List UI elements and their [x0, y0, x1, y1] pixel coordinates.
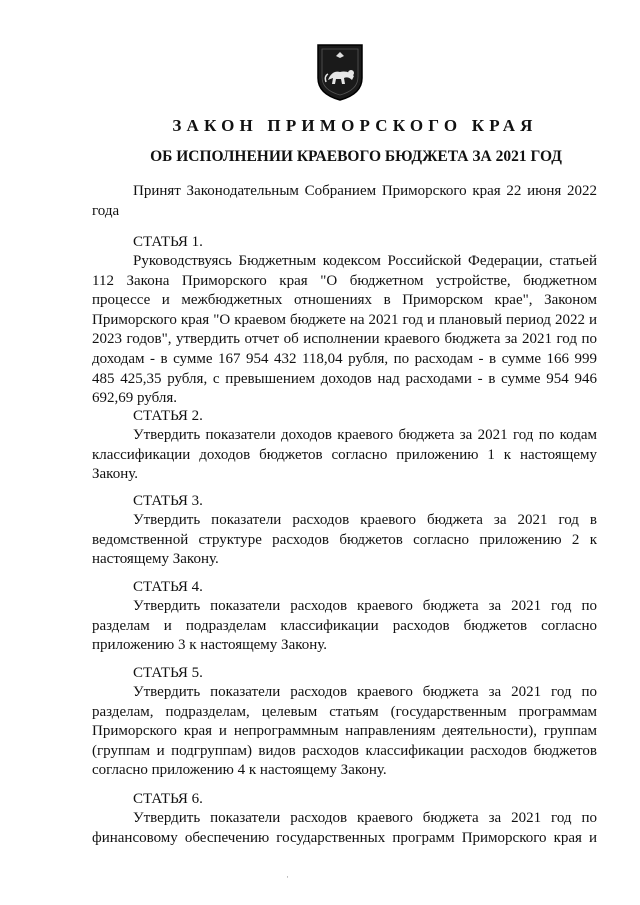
- article-6-text: Утвердить показатели расходов краевого бюджета за 2021 год по финансовому обеспечению государственных программ Приморского края и: [92, 810, 597, 846]
- article-1-heading: СТАТЬЯ 1.: [133, 234, 203, 250]
- article-2-text: Утвердить показатели доходов краевого бюджета за 2021 год по кодам классификации доходов бюджетов согласно приложению 1 к настоящему Закону.: [92, 427, 597, 483]
- adoption-note: Принят Законодательным Собранием Приморского края 22 июня 2022 года: [92, 183, 597, 219]
- law-title: ЗАКОН ПРИМОРСКОГО КРАЯ: [172, 116, 538, 135]
- article-5-heading: СТАТЬЯ 5.: [133, 665, 203, 681]
- coat-of-arms-icon: [314, 42, 366, 102]
- article-5-text: Утвердить показатели расходов краевого бюджета за 2021 год по разделам, подразделам, целевым статьям (государственным программам Приморского края и непрограммным направлениям деятельности), группам (группам и подгруппам) видов расходов классификации расходов бюджетов согласно приложению 4 к настоящему Закону.: [92, 684, 597, 779]
- law-subtitle: ОБ ИСПОЛНЕНИИ КРАЕВОГО БЮДЖЕТА ЗА 2021 ГОД: [150, 148, 562, 165]
- article-3-heading: СТАТЬЯ 3.: [133, 493, 203, 509]
- article-2-heading: СТАТЬЯ 2.: [133, 408, 203, 424]
- article-4-text: Утвердить показатели расходов краевого бюджета за 2021 год по разделам и подразделам классификации расходов бюджетов согласно приложению 3 к настоящему Закону.: [92, 598, 597, 654]
- footer-mark: ·: [286, 872, 289, 882]
- article-1-text: Руководствуясь Бюджетным кодексом Российской Федерации, статьей 112 Закона Приморского края "О бюджетном устройстве, бюджетном процессе и межбюджетных отношениях в Приморском крае", Законом Приморского края "О краевом бюджете на 2021 год и плановый период 2022 и 2023 годов", утвердить отчет об исполнении краевого бюджета за 2021 год по доходам - в сумме 167 954 432 118,04 рубля, по расходам - в сумме 166 999 485 425,35 рубля, с превышением доходов над расходами - в сумме 954 946 692,69 рубля.: [92, 253, 597, 407]
- article-6-heading: СТАТЬЯ 6.: [133, 791, 203, 807]
- article-4-heading: СТАТЬЯ 4.: [133, 579, 203, 595]
- article-3-text: Утвердить показатели расходов краевого бюджета за 2021 год в ведомственной структуре расходов бюджетов согласно приложению 2 к настоящему Закону.: [92, 512, 597, 568]
